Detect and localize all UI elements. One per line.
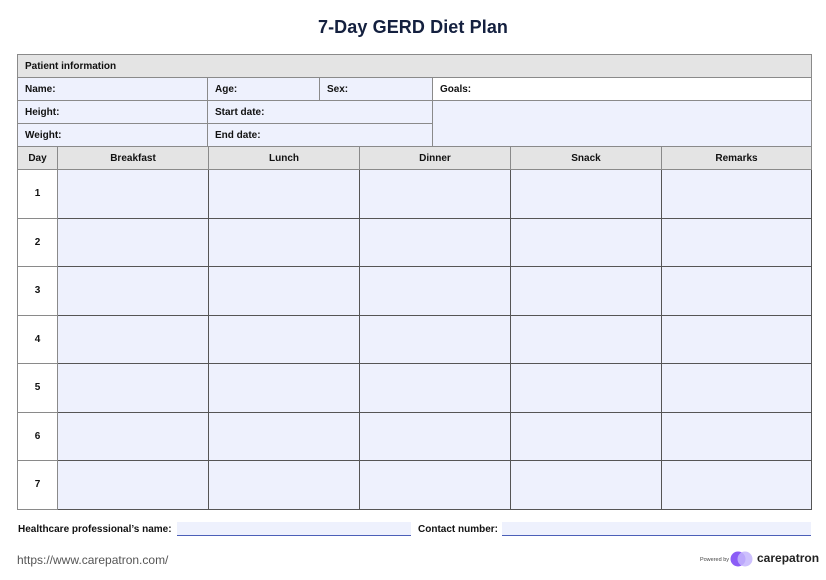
goals-label: Goals: [440,83,472,95]
day-number: 2 [18,218,58,267]
meal-plan-header-row [18,147,812,170]
age-field[interactable] [208,78,320,101]
table-row [18,170,812,219]
name-label: Name: [25,83,56,95]
remarks-cell[interactable] [662,267,812,316]
lunch-cell[interactable] [209,412,360,461]
col-header-snack: Snack [511,147,662,170]
breakfast-cell[interactable] [58,267,209,316]
powered-by-text: Powered by [699,557,729,563]
breakfast-cell[interactable] [58,170,209,219]
table-row [18,218,812,267]
table-row [18,461,812,510]
col-header-lunch: Lunch [209,147,360,170]
day-number: 4 [18,315,58,364]
day-number: 3 [18,267,58,316]
table-row [18,267,812,316]
col-header-dinner: Dinner [360,147,511,170]
lunch-cell[interactable] [209,218,360,267]
col-header-breakfast: Breakfast [58,147,209,170]
day-number: 6 [18,412,58,461]
carepatron-logo-icon [730,551,754,567]
day-number: 1 [18,170,58,219]
snack-cell[interactable] [511,364,662,413]
snack-cell[interactable] [511,315,662,364]
weight-label: Weight: [25,129,62,141]
carepatron-brand-name: carepatron [757,551,820,565]
signature-fields [17,522,811,538]
lunch-cell[interactable] [209,267,360,316]
remarks-cell[interactable] [662,218,812,267]
patient-info-heading: Patient information [18,55,812,78]
start-date-label: Start date: [215,106,265,118]
remarks-cell[interactable] [662,170,812,219]
day-number: 7 [18,461,58,510]
carepatron-url-link[interactable]: https://www.carepatron.com/ [17,553,169,567]
lunch-cell[interactable] [209,170,360,219]
dinner-cell[interactable] [360,364,511,413]
start-date-field[interactable] [208,101,433,124]
table-row [18,315,812,364]
remarks-cell[interactable] [662,412,812,461]
snack-cell[interactable] [511,412,662,461]
remarks-cell[interactable] [662,315,812,364]
age-label: Age: [215,83,238,95]
remarks-cell[interactable] [662,364,812,413]
table-row [18,364,812,413]
col-header-remarks: Remarks [662,147,812,170]
breakfast-cell[interactable] [58,461,209,510]
end-date-label: End date: [215,129,261,141]
page-title: 7-Day GERD Diet Plan [317,17,509,37]
height-field[interactable] [18,101,208,124]
table-row [18,412,812,461]
lunch-cell[interactable] [209,364,360,413]
goals-label-cell [433,78,812,101]
lunch-cell[interactable] [209,315,360,364]
goals-field[interactable] [433,101,812,147]
snack-cell[interactable] [511,170,662,219]
lunch-cell[interactable] [209,461,360,510]
breakfast-cell[interactable] [58,218,209,267]
snack-cell[interactable] [511,218,662,267]
contact-number-field[interactable] [502,522,811,536]
breakfast-cell[interactable] [58,412,209,461]
patient-info-table [17,54,812,147]
dinner-cell[interactable] [360,170,511,219]
remarks-cell[interactable] [662,461,812,510]
end-date-field[interactable] [208,124,433,147]
col-header-day: Day [18,147,58,170]
professional-name-field[interactable] [177,522,411,536]
name-field[interactable] [18,78,208,101]
day-number: 5 [18,364,58,413]
dinner-cell[interactable] [360,267,511,316]
height-label: Height: [25,106,60,118]
dinner-cell[interactable] [360,461,511,510]
dinner-cell[interactable] [360,315,511,364]
breakfast-cell[interactable] [58,315,209,364]
dinner-cell[interactable] [360,412,511,461]
sex-label: Sex: [327,83,349,95]
diet-plan-sheet [17,54,811,510]
snack-cell[interactable] [511,267,662,316]
snack-cell[interactable] [511,461,662,510]
breakfast-cell[interactable] [58,364,209,413]
dinner-cell[interactable] [360,218,511,267]
contact-number-label: Contact number: [418,524,498,535]
weight-field[interactable] [18,124,208,147]
sex-field[interactable] [320,78,433,101]
meal-plan-table [17,146,812,510]
professional-name-label: Healthcare professional’s name: [18,524,172,535]
